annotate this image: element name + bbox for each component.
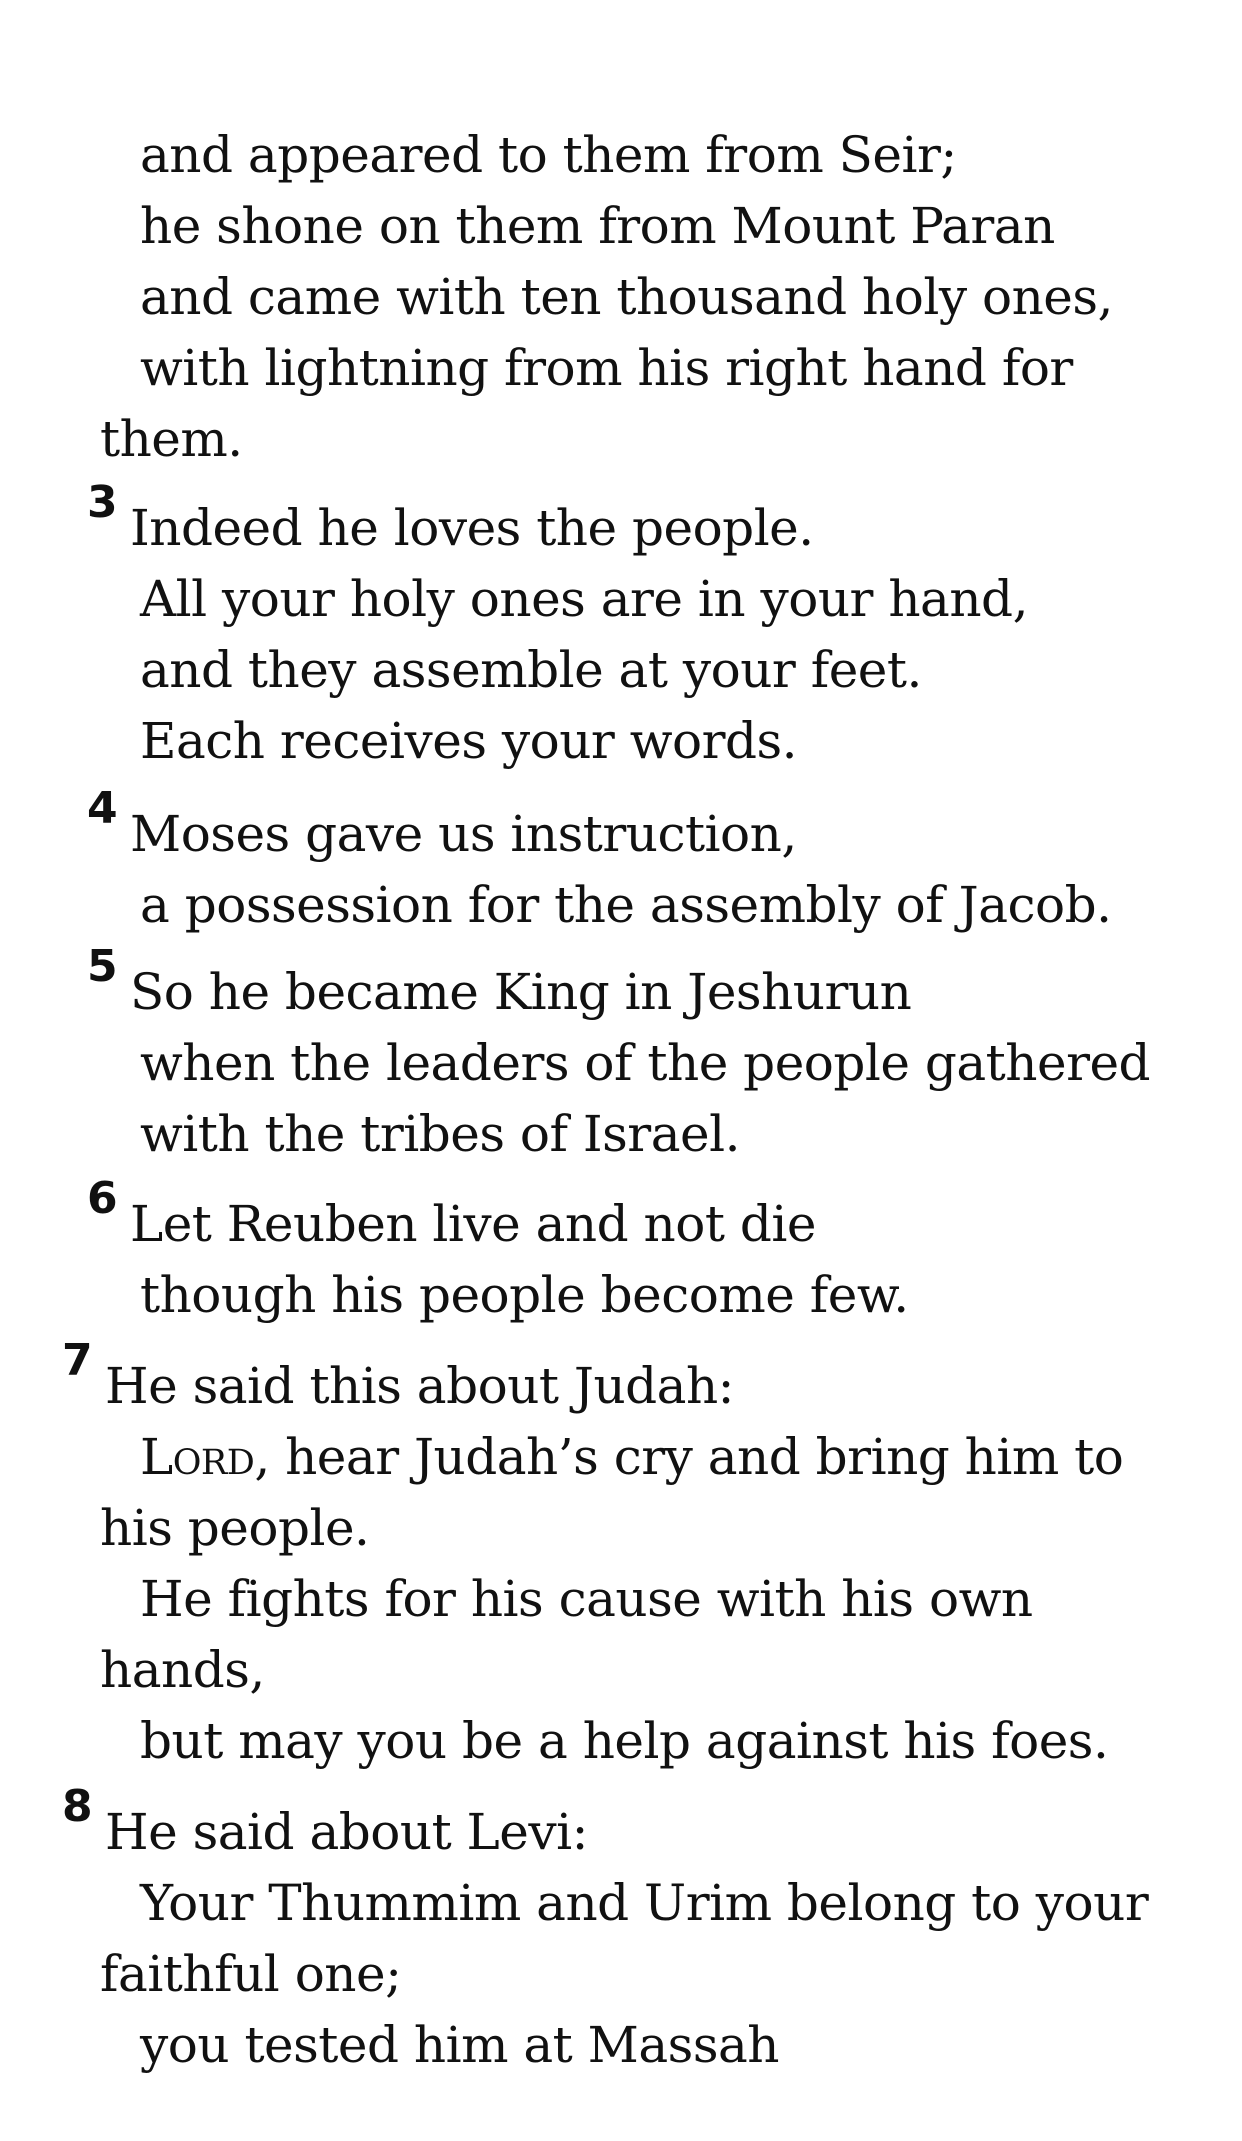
text-line: and came with ten thousand holy ones, [140, 268, 1113, 326]
divine-name: Lord [140, 1428, 255, 1486]
text-line: his people. [100, 1499, 370, 1557]
text-line: He said about Levi: [105, 1803, 588, 1861]
text-line: with lightning from his right hand for [140, 339, 1073, 397]
text-line: Let Reuben live and not die [130, 1195, 816, 1253]
verse-number: 6 [87, 1173, 118, 1224]
text-line: with the tribes of Israel. [140, 1105, 740, 1163]
text-line: them. [100, 410, 243, 468]
text-line: but may you be a help against his foes. [140, 1712, 1109, 1770]
text-line: All your holy ones are in your hand, [140, 570, 1028, 628]
text-line: Indeed he loves the people. [130, 499, 814, 557]
text-line: Each receives your words. [140, 712, 798, 770]
text-line: hands, [100, 1641, 265, 1699]
text-line: though his people become few. [140, 1266, 909, 1324]
text-line: He said this about Judah: [105, 1357, 735, 1415]
text-line: faithful one; [100, 1945, 402, 2003]
text-line: you tested him at Massah [140, 2016, 780, 2074]
text-line: he shone on them from Mount Paran [140, 197, 1055, 255]
text-line [140, 1427, 1123, 1487]
text-line: Your Thummim and Urim belong to your [140, 1874, 1149, 1932]
text-line: when the leaders of the people gathered [140, 1034, 1151, 1092]
text-line-rest: , hear Judah’s cry and bring him to [254, 1428, 1124, 1486]
verse-number: 3 [87, 477, 118, 528]
text-line: a possession for the assembly of Jacob. [140, 876, 1112, 934]
verse-number: 7 [62, 1335, 93, 1386]
verse-number: 5 [87, 941, 118, 992]
text-line: Moses gave us instruction, [130, 805, 797, 863]
text-line: So he became King in Jeshurun [130, 963, 912, 1021]
text-line: and appeared to them from Seir; [140, 126, 957, 184]
text-line: He fights for his cause with his own [140, 1570, 1033, 1628]
verse-number: 4 [87, 783, 118, 834]
text-line: and they assemble at your feet. [140, 641, 922, 699]
verse-number: 8 [62, 1781, 93, 1832]
